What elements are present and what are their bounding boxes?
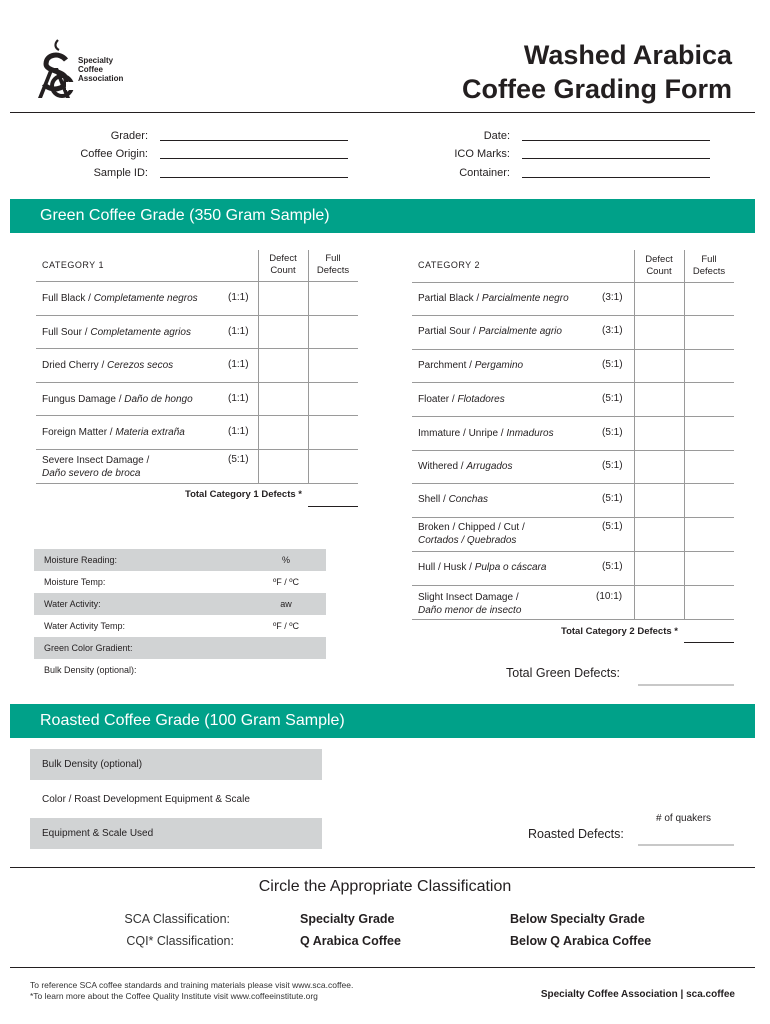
row-divider: [36, 348, 358, 349]
row-divider: [412, 382, 734, 383]
defect-ratio: (5:1): [602, 359, 623, 370]
roasted-box: [30, 749, 322, 849]
defect-count-header: [258, 253, 308, 277]
defect-ratio: (5:1): [602, 393, 623, 404]
below-specialty-grade-option[interactable]: Below Specialty Grade: [510, 912, 645, 926]
defect-name-es: Parcialmente agrio: [478, 326, 562, 337]
header-divider: [10, 112, 755, 113]
category2-table: [412, 250, 734, 650]
moisture-label: Moisture Reading:: [44, 555, 118, 565]
total-category2-field[interactable]: [684, 642, 734, 643]
defect-name-es: Pulpa o cáscara: [474, 562, 547, 573]
header-text: Defects: [692, 266, 726, 277]
defect-name: Shell /: [418, 494, 449, 505]
header-text: Defect: [645, 254, 673, 265]
defect-ratio: (1:1): [228, 393, 249, 404]
moisture-unit: ºF / ºC: [272, 621, 300, 631]
moisture-label: Moisture Temp:: [44, 577, 106, 587]
defect-name: Immature / Unripe /: [418, 428, 507, 439]
defect-row: [42, 326, 191, 339]
full-defects-header: [308, 253, 358, 277]
defect-row: [418, 427, 554, 440]
defect-name: Partial Sour /: [418, 326, 479, 337]
grader-label: Grader:: [110, 130, 148, 142]
total-category2-label: Total Category 2 Defects *: [560, 626, 678, 637]
header-text: Defects: [316, 265, 350, 276]
defect-row: [418, 393, 505, 406]
roasted-grade-banner: Roasted Coffee Grade (100 Gram Sample): [10, 704, 755, 738]
defect-row: [418, 325, 562, 338]
defect-row: [418, 460, 513, 473]
total-category1-label: Total Category 1 Defects *: [184, 489, 302, 500]
defect-ratio: (1:1): [228, 292, 249, 303]
header-text: Full: [701, 254, 717, 265]
defect-name-es: Pergamino: [474, 360, 524, 371]
defect-name-es: Arrugados: [466, 461, 513, 472]
cqi-classification-label: CQI* Classification:: [126, 934, 234, 948]
defect-ratio: (3:1): [602, 292, 623, 303]
date-field[interactable]: [522, 140, 710, 141]
specialty-grade-option[interactable]: Specialty Grade: [300, 912, 395, 926]
row-divider: [412, 517, 734, 518]
header-text: Count: [270, 265, 296, 276]
title-line: Coffee Grading Form: [461, 74, 732, 104]
defect-name-es: Flotadores: [457, 394, 505, 405]
bulk-density-row[interactable]: [34, 659, 326, 681]
green-color-gradient-row[interactable]: [34, 637, 326, 659]
sca-logo: [36, 38, 126, 100]
defect-row: [42, 359, 173, 372]
defect-ratio: (5:1): [602, 427, 623, 438]
defect-name-es: Inmaduros: [506, 428, 554, 439]
defect-name: Parchment /: [418, 360, 475, 371]
row-divider: [36, 382, 358, 383]
defect-name-es: Daño severo de broca: [42, 468, 141, 479]
defect-ratio: (5:1): [602, 460, 623, 471]
defect-name: Severe Insect Damage /: [42, 455, 150, 466]
defect-name-es: Daño de hongo: [124, 394, 193, 405]
moisture-unit: ºF / ºC: [272, 577, 300, 587]
below-q-arabica-option[interactable]: Below Q Arabica Coffee: [510, 934, 652, 948]
row-divider: [36, 281, 358, 282]
defect-name-es: Cerezos secos: [107, 360, 174, 371]
defect-row: [418, 591, 588, 617]
category1-table: [36, 250, 358, 510]
defect-ratio: (1:1): [228, 426, 249, 437]
defect-row: [418, 521, 588, 547]
defect-row: [418, 493, 488, 506]
moisture-unit: aw: [280, 599, 292, 609]
defect-name-es: Daño menor de insecto: [418, 605, 522, 616]
defect-name: Broken / Chipped / Cut /: [418, 522, 525, 533]
roasted-row-label: Bulk Density (optional): [42, 759, 143, 770]
category1-title: CATEGORY 1: [42, 260, 105, 270]
footer-notes: [30, 980, 353, 1002]
defect-row: [418, 359, 523, 372]
quakers-label: # of quakers: [656, 813, 712, 824]
roast-equipment-row[interactable]: [30, 780, 322, 818]
defect-ratio: (1:1): [228, 326, 249, 337]
water-activity-temp-row[interactable]: [34, 615, 326, 637]
row-divider: [412, 585, 734, 586]
sample-id-label: Sample ID:: [93, 167, 148, 179]
category2-title: CATEGORY 2: [418, 260, 481, 270]
date-label: Date:: [483, 130, 510, 142]
defect-row: [42, 292, 198, 305]
header-text: Count: [646, 266, 672, 277]
row-divider: [36, 483, 358, 484]
moisture-temp-row[interactable]: [34, 571, 326, 593]
roasted-row-label: Color / Roast Development Equipment & Scale: [42, 793, 250, 805]
footer-note-cqi: *To learn more about the Coffee Quality Institute visit www.coffeeinstitute.org: [30, 991, 318, 1001]
defect-count-header: [634, 254, 684, 278]
row-divider: [36, 415, 358, 416]
defect-name-es: Materia extraña: [115, 427, 185, 438]
defect-ratio: (5:1): [602, 493, 623, 504]
row-divider: [36, 449, 358, 450]
defect-name: Withered /: [418, 461, 467, 472]
row-divider: [412, 619, 734, 620]
roasted-defects-label: Roasted Defects:: [528, 827, 624, 841]
row-divider: [412, 551, 734, 552]
defect-name: Dried Cherry /: [42, 360, 108, 371]
row-divider: [412, 450, 734, 451]
defect-name: Partial Black /: [418, 293, 482, 304]
roasted-defects-field[interactable]: [638, 844, 734, 846]
row-divider: [412, 315, 734, 316]
coffee-origin-field[interactable]: [160, 158, 348, 159]
defect-ratio: (1:1): [228, 359, 249, 370]
row-divider: [412, 416, 734, 417]
defect-ratio: (10:1): [596, 591, 623, 602]
moisture-box: [34, 549, 326, 681]
row-divider: [412, 349, 734, 350]
moisture-unit: %: [281, 555, 290, 565]
defect-row: [42, 426, 185, 439]
footer-divider: [10, 967, 755, 968]
defect-name: Full Sour /: [42, 327, 91, 338]
water-activity-row[interactable]: [34, 593, 326, 615]
defect-name: Slight Insect Damage /: [418, 592, 519, 603]
moisture-label: Bulk Density (optional):: [44, 665, 137, 675]
defect-name: Hull / Husk /: [418, 562, 475, 573]
ico-marks-field[interactable]: [522, 158, 710, 159]
footer-note-sca: To reference SCA coffee standards and training materials please visit www.sca.coffee.: [30, 980, 354, 990]
defect-ratio: (3:1): [602, 325, 623, 336]
container-field[interactable]: [522, 177, 710, 178]
column-divider: [634, 250, 635, 619]
row-divider: [412, 483, 734, 484]
q-arabica-option[interactable]: Q Arabica Coffee: [300, 934, 401, 948]
defect-row: [42, 393, 193, 406]
sample-id-field[interactable]: [160, 177, 348, 178]
footer-sca-link[interactable]: Specialty Coffee Association | sca.coffee: [540, 989, 735, 1000]
roasted-row-label: Equipment & Scale Used: [42, 828, 154, 839]
moisture-label: Water Activity:: [44, 599, 101, 609]
title-line: Washed Arabica: [523, 40, 732, 70]
logo-line: Association: [78, 74, 124, 83]
coffee-origin-label: Coffee Origin:: [80, 148, 148, 160]
moisture-label: Water Activity Temp:: [44, 621, 126, 631]
defect-name-es: Completamente negros: [93, 293, 198, 304]
defect-ratio: (5:1): [602, 561, 623, 572]
defect-row: [418, 561, 546, 574]
page-title: [462, 38, 732, 106]
row-divider: [36, 315, 358, 316]
ico-marks-label: ICO Marks:: [454, 148, 510, 160]
roasted-bulk-density-row[interactable]: [30, 749, 322, 780]
green-grade-banner: Green Coffee Grade (350 Gram Sample): [10, 199, 755, 233]
logo-line: Coffee: [78, 65, 103, 74]
defect-ratio: (5:1): [228, 454, 249, 465]
defect-ratio: (5:1): [602, 521, 623, 532]
equipment-scale-row[interactable]: [30, 818, 322, 849]
defect-name-es: Cortados / Quebrados: [418, 535, 517, 546]
defect-name: Fungus Damage /: [42, 394, 125, 405]
defect-name-es: Conchas: [448, 494, 489, 505]
defect-row: [42, 454, 212, 480]
defect-name-es: Completamente agrios: [90, 327, 191, 338]
grader-field[interactable]: [160, 140, 348, 141]
defect-name-es: Parcialmente negro: [481, 293, 569, 304]
header-text: Defect: [269, 253, 297, 264]
defect-name: Floater /: [418, 394, 458, 405]
defect-name: Foreign Matter /: [42, 427, 116, 438]
defect-name: Full Black /: [42, 293, 94, 304]
column-divider: [684, 250, 685, 619]
header-text: Full: [325, 253, 341, 264]
sca-logo-icon: [36, 38, 82, 100]
total-category1-field[interactable]: [308, 506, 358, 507]
row-divider: [412, 282, 734, 283]
classification-divider: [10, 867, 755, 868]
full-defects-header: [684, 254, 734, 278]
sca-classification-label: SCA Classification:: [124, 912, 230, 926]
container-label: Container:: [459, 167, 510, 179]
total-green-defects-label: Total Green Defects:: [506, 666, 620, 680]
total-green-defects-field[interactable]: [638, 684, 734, 686]
classification-title: Circle the Appropriate Classification: [258, 878, 512, 895]
moisture-label: Green Color Gradient:: [44, 643, 133, 653]
moisture-reading-row[interactable]: [34, 549, 326, 571]
logo-line: Specialty: [78, 56, 114, 65]
defect-row: [418, 292, 569, 305]
